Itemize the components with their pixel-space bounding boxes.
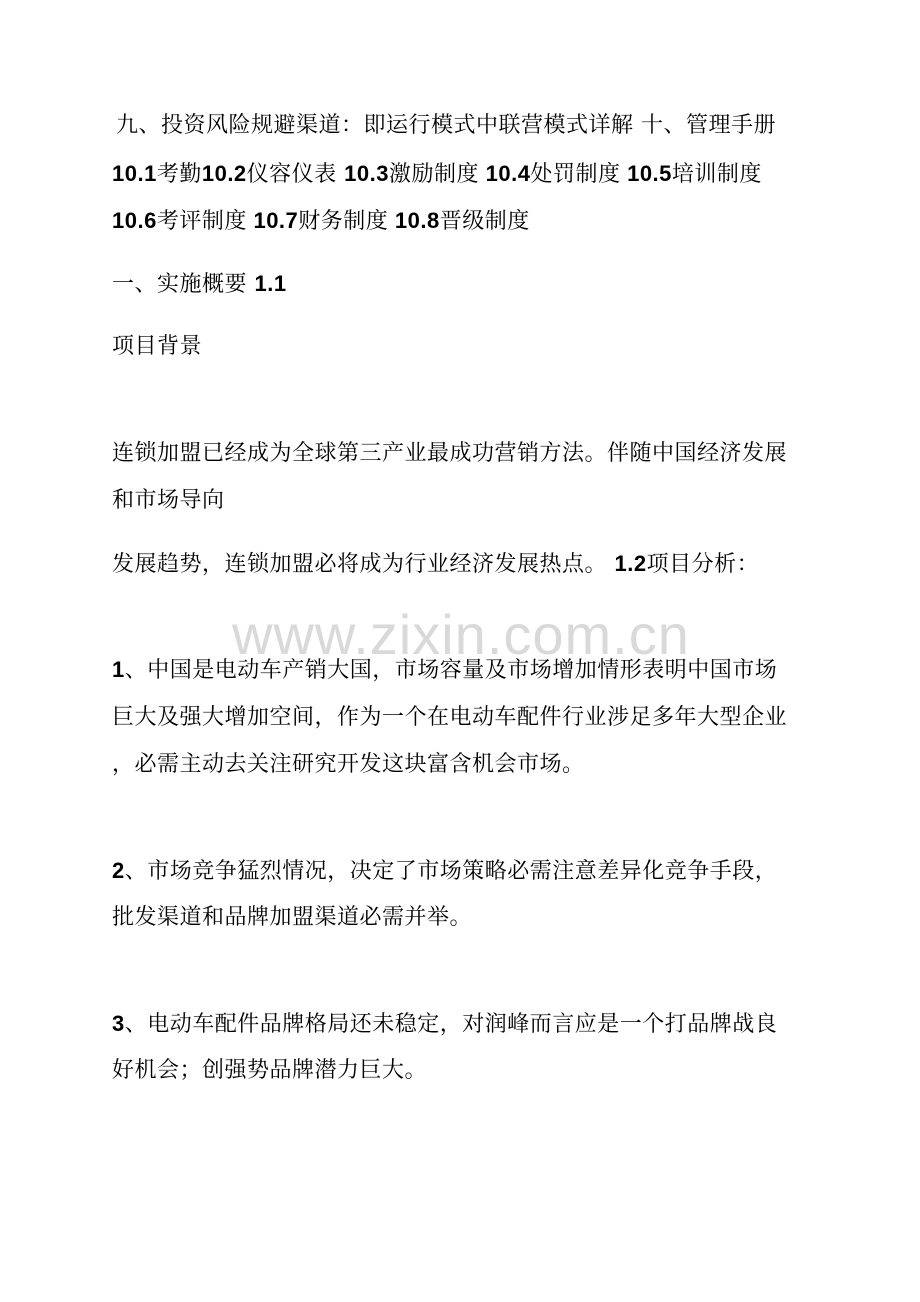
- analysis-item-1-line-3: ，必需主动去关注研究开发这块富含机会市场。: [112, 752, 585, 777]
- toc-item-label: 处罚制度: [530, 162, 621, 187]
- toc-item-label: 培训制度: [671, 162, 762, 187]
- watermark: www.zixin.com.cn: [232, 603, 690, 666]
- toc-item-number: 10.2: [201, 161, 247, 186]
- toc-line-1: [116, 111, 776, 141]
- analysis-item-text: 、电动车配件品牌格局还未稳定，对润峰而言应是一个打品牌战良: [124, 1012, 778, 1037]
- toc-line-2: [112, 159, 762, 190]
- subsection-title: 项目分析：: [646, 552, 760, 577]
- subsection-number: 1.2: [614, 551, 647, 576]
- toc-item-number: 10.6: [112, 208, 157, 233]
- analysis-item-number: 2: [112, 858, 125, 883]
- analysis-item-number: 1: [112, 657, 125, 682]
- toc-line-3: [112, 206, 530, 237]
- toc-item-number: 10.4: [479, 161, 531, 186]
- analysis-item-2-line-1: [112, 856, 777, 887]
- analysis-item-text: 、市场竞争猛烈情况，决定了市场策略必需注意差异化竞争手段，: [124, 859, 778, 884]
- toc-item-number: 10.1: [112, 161, 157, 186]
- paragraph-text: 发展趋势，连锁加盟必将成为行业经济发展热点。: [112, 552, 615, 577]
- toc-item-label: 考勤: [156, 162, 202, 187]
- section-heading-number: 1.1: [254, 271, 287, 296]
- toc-item-number: 10.5: [620, 161, 672, 186]
- section-heading: [112, 269, 287, 300]
- paragraph-line: 和市场导向: [112, 488, 225, 513]
- analysis-item-text: 、中国是电动车产销大国，市场容量及市场增加情形表明中国市场: [124, 658, 778, 683]
- toc-line-1-text: 九、投资风险规避渠道：即运行模式中联营模式详解 十、管理手册: [116, 113, 776, 138]
- paragraph-line: 连锁加盟已经成为全球第三产业最成功营销方法。伴随中国经济发展: [112, 441, 788, 466]
- analysis-item-3-line-2: 好机会；创强势品牌潜力巨大。: [112, 1058, 428, 1083]
- analysis-item-1-line-2: 巨大及强大增加空间，作为一个在电动车配件行业涉足多年大型企业: [112, 705, 788, 730]
- analysis-item-2-line-2: 批发渠道和品牌加盟渠道必需并举。: [112, 905, 473, 930]
- toc-item-number: 10.3: [344, 161, 389, 186]
- analysis-item-3-line-1: [112, 1009, 777, 1040]
- toc-item-label: 仪容仪表: [246, 162, 345, 187]
- analysis-item-number: 3: [112, 1011, 125, 1036]
- section-heading-text: 一、实施概要: [112, 272, 255, 297]
- analysis-item-1-line-1: [112, 655, 777, 686]
- toc-item-label: 晋级制度: [439, 209, 530, 234]
- toc-item-label: 激励制度: [389, 162, 480, 187]
- toc-item-label: 考评制度: [156, 209, 247, 234]
- paragraph-line: [112, 549, 759, 580]
- toc-item-number: 10.8: [388, 208, 440, 233]
- toc-item-label: 财务制度: [298, 209, 389, 234]
- subheading: 项目背景: [112, 334, 203, 359]
- toc-item-number: 10.7: [246, 208, 299, 233]
